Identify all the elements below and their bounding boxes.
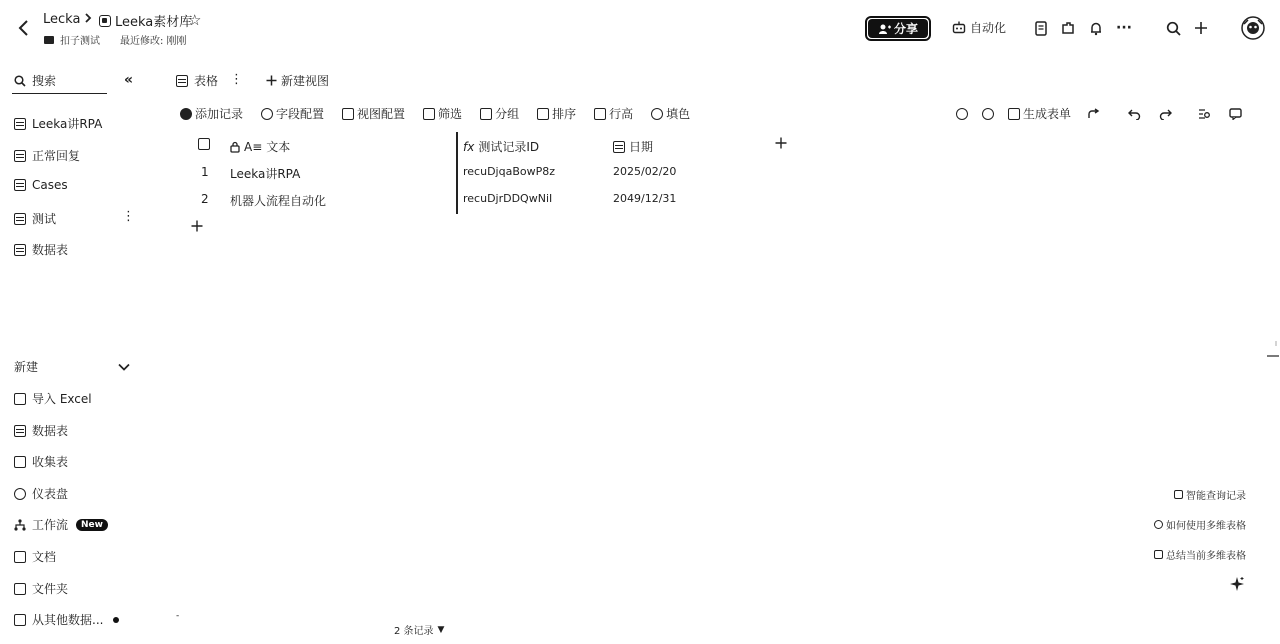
import-icon bbox=[14, 614, 26, 626]
new-item-label: 导入 Excel bbox=[32, 392, 92, 406]
more-vertical-icon[interactable]: ⋮ bbox=[122, 209, 135, 224]
filter-label: 筛选 bbox=[438, 107, 463, 121]
more-icon[interactable]: ··· bbox=[1116, 20, 1132, 36]
folder-icon bbox=[44, 36, 54, 44]
calendar-icon bbox=[613, 141, 625, 153]
document-icon[interactable] bbox=[1032, 19, 1050, 37]
table-icon bbox=[14, 118, 26, 130]
grid-header bbox=[190, 132, 800, 159]
add-column-button[interactable] bbox=[775, 134, 787, 153]
table-row[interactable] bbox=[190, 159, 800, 186]
new-section-header[interactable] bbox=[14, 358, 130, 375]
new-item[interactable] bbox=[14, 422, 68, 439]
tab-grid-view[interactable] bbox=[176, 72, 218, 89]
view-config-label: 视图配置 bbox=[357, 107, 406, 121]
sidebar-item-label: 测试 bbox=[32, 212, 57, 226]
new-item-label: 从其他数据... bbox=[32, 613, 104, 627]
column-label: 日期 bbox=[629, 140, 654, 154]
search-icon[interactable] bbox=[1164, 19, 1182, 37]
group-button[interactable] bbox=[480, 105, 519, 122]
how-to-use-label: 如何使用多维表格 bbox=[1166, 521, 1246, 532]
sidebar-item-label: Cases bbox=[32, 178, 68, 192]
doc-meta bbox=[44, 32, 187, 47]
view-config-button[interactable] bbox=[342, 105, 405, 122]
comment-icon[interactable] bbox=[1229, 108, 1242, 120]
paint-bucket-icon bbox=[651, 108, 663, 120]
column-label: 测试记录ID bbox=[478, 140, 540, 154]
robot-icon bbox=[952, 21, 966, 34]
table-icon bbox=[14, 150, 26, 162]
table-icon bbox=[14, 179, 26, 191]
doc-icon bbox=[14, 551, 26, 563]
cell-record-id[interactable]: recuDjrDDQwNiI bbox=[463, 192, 553, 205]
sidebar-item-label: Leeka讲RPA bbox=[32, 117, 103, 131]
add-circle-icon bbox=[180, 108, 192, 120]
help-icon bbox=[1154, 520, 1163, 529]
query-icon bbox=[1174, 490, 1183, 499]
chevron-down-icon bbox=[118, 363, 130, 371]
fill-color-label: 填色 bbox=[666, 107, 691, 121]
fill-color-button[interactable] bbox=[651, 105, 690, 122]
select-all-checkbox[interactable] bbox=[198, 138, 210, 153]
color-dot-icon bbox=[956, 108, 968, 120]
plus-icon bbox=[266, 75, 277, 86]
search-input[interactable] bbox=[12, 68, 107, 94]
undo-icon[interactable] bbox=[1128, 108, 1141, 120]
row-index: 1 bbox=[201, 165, 209, 179]
new-item-label: 收集表 bbox=[32, 455, 69, 469]
new-item-label: 仪表盘 bbox=[32, 487, 69, 501]
form-icon bbox=[14, 456, 26, 468]
generate-form-button[interactable] bbox=[1008, 105, 1071, 122]
group-icon bbox=[480, 108, 492, 120]
record-count[interactable] bbox=[394, 622, 444, 637]
toolbar bbox=[180, 105, 708, 122]
share-label: 分享 bbox=[893, 22, 918, 36]
share-view-icon[interactable] bbox=[1087, 108, 1100, 120]
new-item-label: 工作流 bbox=[32, 518, 69, 532]
frozen-column-divider[interactable] bbox=[456, 132, 458, 214]
summary-icon bbox=[1154, 550, 1163, 559]
chevron-right-icon bbox=[84, 12, 92, 27]
column-header-date[interactable] bbox=[613, 138, 653, 155]
search-placeholder: 搜索 bbox=[32, 74, 57, 88]
plus-icon bbox=[191, 220, 203, 232]
view-config-icon bbox=[342, 108, 354, 120]
record-count-label: 2 条记录 bbox=[394, 626, 434, 637]
cell-date[interactable]: 2025/02/20 bbox=[613, 165, 677, 178]
column-label: 文本 bbox=[266, 140, 291, 154]
sidebar-item-label: 数据表 bbox=[32, 243, 69, 257]
sidebar-item-label: 正常回复 bbox=[32, 149, 81, 163]
new-item[interactable] bbox=[14, 580, 68, 597]
gear-icon bbox=[261, 108, 273, 120]
sort-button[interactable] bbox=[537, 105, 576, 122]
cell-text[interactable]: Leeka讲RPA bbox=[230, 167, 301, 181]
column-header-record-id[interactable] bbox=[463, 138, 539, 155]
new-item-label: 文件夹 bbox=[32, 582, 69, 596]
star-icon[interactable]: ☆ bbox=[188, 11, 202, 29]
ai-sparkle-icon[interactable] bbox=[1229, 576, 1245, 596]
bell-icon[interactable] bbox=[1087, 19, 1105, 37]
row-height-button[interactable] bbox=[594, 105, 633, 122]
find-icon[interactable] bbox=[1198, 108, 1211, 120]
new-view-button[interactable] bbox=[266, 72, 329, 89]
new-section-title: 新建 bbox=[14, 360, 39, 374]
formula-icon: fx bbox=[463, 139, 475, 154]
dashboard-icon bbox=[14, 488, 26, 500]
history-icon[interactable] bbox=[982, 108, 994, 120]
summarize-link[interactable] bbox=[1154, 547, 1246, 562]
breadcrumb-doc[interactable] bbox=[99, 11, 192, 30]
form-icon bbox=[1008, 108, 1020, 120]
sidebar-item[interactable] bbox=[14, 210, 56, 227]
filter-icon bbox=[423, 108, 435, 120]
add-row-button[interactable] bbox=[191, 217, 203, 236]
search-icon bbox=[14, 75, 26, 87]
group-label: 分组 bbox=[495, 107, 520, 121]
generate-form-label: 生成表单 bbox=[1023, 107, 1072, 121]
text-field-icon: A≡ bbox=[244, 139, 263, 154]
doc-title: Leeka素材库 bbox=[115, 15, 193, 30]
lock-icon bbox=[230, 141, 240, 153]
field-config-label: 字段配置 bbox=[276, 107, 325, 121]
how-to-use-link[interactable] bbox=[1154, 517, 1246, 532]
clock-icon bbox=[982, 108, 994, 120]
add-user-icon bbox=[878, 23, 891, 35]
new-badge: New bbox=[76, 519, 108, 531]
tab-label: 表格 bbox=[194, 74, 219, 88]
workflow-icon bbox=[14, 519, 26, 531]
divider: - bbox=[176, 611, 180, 621]
table-icon bbox=[14, 213, 26, 225]
new-item[interactable] bbox=[14, 611, 119, 628]
add-record-button[interactable] bbox=[180, 105, 243, 122]
status-dot bbox=[113, 617, 119, 623]
data-grid bbox=[190, 132, 800, 213]
cell-record-id[interactable]: recuDjqaBowP8z bbox=[463, 165, 555, 178]
grid-view-icon bbox=[176, 75, 188, 87]
table-icon bbox=[14, 244, 26, 256]
table-row[interactable] bbox=[190, 186, 800, 213]
collapse-sidebar-icon[interactable]: « bbox=[124, 72, 134, 88]
sidebar-item[interactable] bbox=[14, 178, 68, 192]
smart-query-link[interactable] bbox=[1174, 487, 1246, 502]
row-height-icon bbox=[594, 108, 606, 120]
redo-icon[interactable] bbox=[1159, 108, 1172, 120]
row-height-label: 行高 bbox=[609, 107, 634, 121]
sidebar-item[interactable] bbox=[14, 147, 80, 164]
add-record-label: 添加记录 bbox=[195, 107, 244, 121]
summarize-label: 总结当前多维表格 bbox=[1166, 551, 1246, 562]
top-bar bbox=[0, 0, 1280, 56]
scrollbar-handle[interactable] bbox=[1265, 340, 1279, 358]
new-item-label: 文档 bbox=[32, 550, 57, 564]
cell-date[interactable]: 2049/12/31 bbox=[613, 192, 677, 205]
last-modified: 最近修改: 刚刚 bbox=[120, 36, 187, 47]
share-button[interactable] bbox=[865, 16, 931, 41]
new-item[interactable] bbox=[14, 516, 108, 533]
plus-icon bbox=[775, 137, 787, 149]
smart-query-label: 智能查询记录 bbox=[1186, 491, 1246, 502]
field-config-button[interactable] bbox=[261, 105, 324, 122]
new-item[interactable] bbox=[14, 390, 92, 407]
new-item[interactable] bbox=[14, 453, 68, 470]
sort-icon bbox=[537, 108, 549, 120]
toolbar-right bbox=[956, 105, 1242, 122]
back-arrow-icon[interactable] bbox=[14, 16, 34, 40]
avatar[interactable] bbox=[1241, 16, 1265, 40]
table-icon bbox=[14, 425, 26, 437]
sort-label: 排序 bbox=[552, 107, 577, 121]
excel-icon bbox=[14, 393, 26, 405]
filter-button[interactable] bbox=[423, 105, 462, 122]
plus-icon[interactable] bbox=[1192, 19, 1210, 37]
new-item-label: 数据表 bbox=[32, 424, 69, 438]
folder-name[interactable]: 扣子测试 bbox=[60, 36, 100, 47]
row-index: 2 bbox=[201, 192, 209, 206]
folder-icon bbox=[14, 583, 26, 595]
more-vertical-icon[interactable]: ⋮ bbox=[230, 72, 243, 87]
automation-button[interactable] bbox=[952, 19, 1006, 36]
automation-label: 自动化 bbox=[970, 21, 1007, 35]
sidebar-item[interactable] bbox=[14, 241, 68, 258]
sidebar-item[interactable] bbox=[14, 115, 102, 132]
new-item[interactable] bbox=[14, 485, 68, 502]
new-view-label: 新建视图 bbox=[281, 74, 330, 88]
column-header-text[interactable] bbox=[230, 138, 290, 155]
color-icon[interactable] bbox=[956, 108, 968, 120]
breadcrumb-root[interactable]: Lecka bbox=[43, 12, 81, 27]
cell-text[interactable]: 机器人流程自动化 bbox=[230, 194, 327, 208]
base-icon bbox=[99, 15, 111, 27]
new-item[interactable] bbox=[14, 548, 56, 565]
caret-down-icon: ▼ bbox=[437, 624, 445, 635]
plugin-icon[interactable] bbox=[1059, 19, 1077, 37]
